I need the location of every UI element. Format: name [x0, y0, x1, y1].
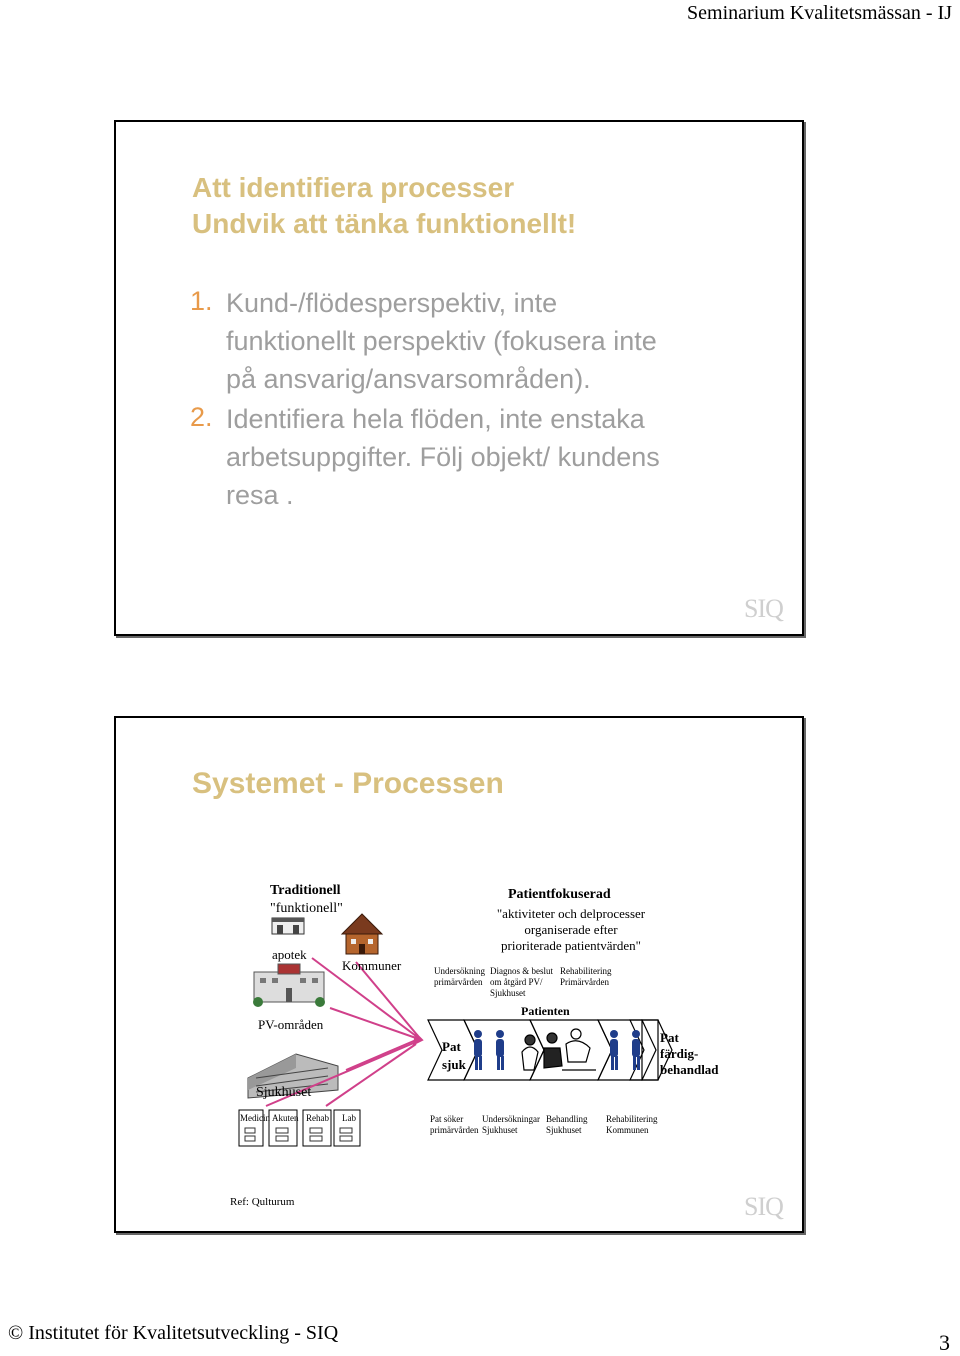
step-label-line: om åtgärd PV/	[490, 977, 543, 987]
house-icon	[342, 914, 382, 954]
list-number-1: 1.	[190, 286, 213, 316]
slide-1	[114, 120, 804, 636]
dept-label-lab: Lab	[342, 1113, 356, 1123]
bottom-label-behandling	[546, 1114, 588, 1136]
description-line-1: "aktiviteter och delprocesser	[496, 906, 646, 921]
reference-text: Ref: Qulturum	[230, 1196, 295, 1208]
pat-end-line-2: färdig-	[660, 1046, 699, 1061]
traditionell-heading: Traditionell	[270, 883, 341, 898]
bottom-label-undersokningar	[482, 1114, 540, 1136]
slide-2	[114, 716, 804, 1233]
bottom-label-pat-soker	[430, 1114, 478, 1136]
step-label-rehab-pv	[560, 966, 612, 988]
patientfokuserad-heading: Patientfokuserad	[508, 887, 611, 902]
pat-fardigbehandlad-label	[660, 1030, 719, 1078]
step-label-diagnos	[490, 966, 553, 999]
step-label-line: Rehabilitering	[560, 966, 612, 976]
pat-sjuk-line-1: Pat	[442, 1039, 461, 1054]
step-label-line: primärvården	[434, 977, 483, 987]
patientfokuserad-description	[476, 906, 666, 954]
funktionell-subheading: "funktionell"	[270, 901, 343, 916]
slide-1-title-line-1: Att identifiera processer	[192, 172, 515, 203]
apotek-label: apotek	[272, 947, 307, 962]
bottom-label-line: Rehabilitering	[606, 1114, 658, 1124]
description-line-3: prioriterade patientvärden"	[501, 938, 641, 953]
page-header: Seminarium Kvalitetsmässan - IJ	[687, 2, 952, 24]
list-item-2-line-1: Identifiera hela flöden, inte enstaka	[226, 404, 645, 434]
siq-logo: SIQ	[744, 1192, 783, 1221]
list-item-2-line-3: resa .	[226, 480, 294, 510]
dept-label-akuten: Akuten	[272, 1113, 299, 1123]
patienten-label: Patienten	[521, 1004, 570, 1018]
dept-label-medicin: Medicin	[240, 1113, 270, 1123]
bottom-label-line: Kommunen	[606, 1125, 649, 1135]
pat-end-line-3: behandlad	[660, 1062, 719, 1077]
page-number: 3	[939, 1330, 950, 1355]
clinic-icon	[253, 964, 325, 1007]
bottom-label-line: primärvården	[430, 1125, 479, 1135]
dept-label-rehab: Rehab	[306, 1113, 329, 1123]
list-number-2: 2.	[190, 402, 213, 432]
bottom-label-line: Pat söker	[430, 1114, 464, 1124]
bottom-label-rehab-kommunen	[606, 1114, 658, 1136]
bottom-label-line: Sjukhuset	[546, 1125, 582, 1135]
list-item-2-line-2: arbetsuppgifter. Följ objekt/ kundens	[226, 442, 660, 472]
list-item-1-line-3: på ansvarig/ansvarsområden).	[226, 364, 591, 394]
bottom-label-line: Behandling	[546, 1114, 588, 1124]
bottom-label-line: Sjukhuset	[482, 1125, 518, 1135]
step-label-undersokning-pv	[434, 966, 485, 988]
kommuner-label: Kommuner	[342, 958, 402, 973]
description-line-2: organiserade efter	[524, 922, 618, 937]
copyright-footer: © Institutet för Kvalitetsutveckling - SIQ	[8, 1322, 339, 1344]
pharmacy-icon	[272, 918, 304, 934]
bottom-label-line: Undersökningar	[482, 1114, 540, 1124]
step-label-line: Sjukhuset	[490, 988, 526, 998]
clinic-scene-icon	[522, 1029, 596, 1070]
list-item-1	[190, 284, 657, 398]
siq-logo: SIQ	[744, 594, 783, 623]
slide-2-title: Systemet - Processen	[192, 767, 504, 800]
sjukhuset-label: Sjukhuset	[256, 1085, 312, 1100]
step-label-line: Primärvården	[560, 977, 609, 987]
step-label-line: Diagnos & beslut	[490, 966, 553, 976]
list-item-2	[190, 400, 660, 514]
step-label-line: Undersökning	[434, 966, 485, 976]
pat-end-line-1: Pat	[660, 1030, 679, 1045]
pv-omraden-label: PV-områden	[258, 1017, 324, 1032]
pat-sjuk-line-2: sjuk	[442, 1057, 466, 1072]
list-item-1-line-2: funktionellt perspektiv (fokusera inte	[226, 326, 657, 356]
pat-sjuk-label	[442, 1038, 466, 1074]
slide-1-title-line-2: Undvik att tänka funktionellt!	[192, 208, 577, 239]
slide-1-title	[192, 170, 576, 242]
list-item-1-line-1: Kund-/flödesperspektiv, inte	[226, 288, 558, 318]
